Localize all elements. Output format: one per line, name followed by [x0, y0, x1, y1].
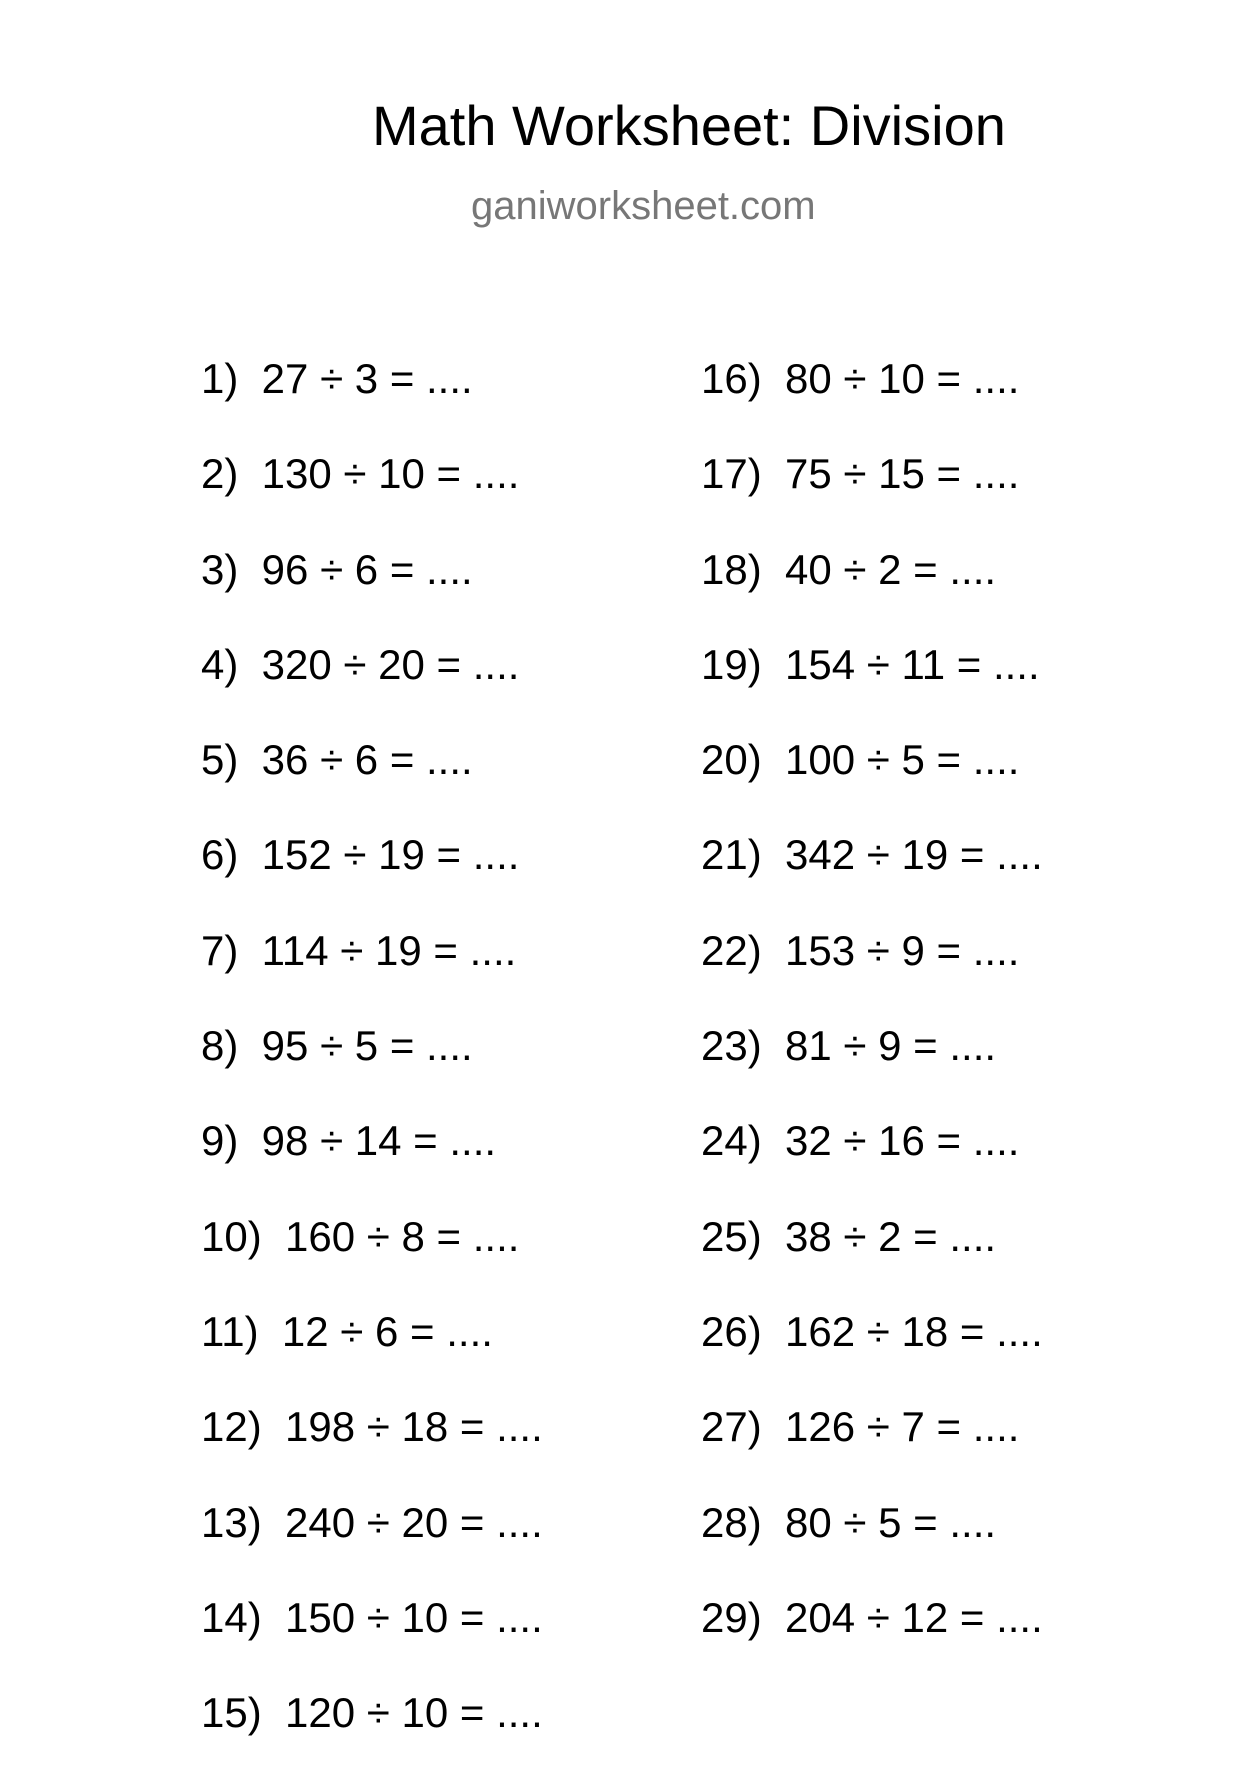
problem-15: 15) 120 ÷ 10 = ....: [201, 1689, 543, 1737]
problem-19: 19) 154 ÷ 11 = ....: [701, 640, 1040, 688]
problem-26: 26) 162 ÷ 18 = ....: [701, 1307, 1043, 1355]
problem-11: 11) 12 ÷ 6 = ....: [201, 1307, 493, 1355]
problem-27: 27) 126 ÷ 7 = ....: [701, 1403, 1020, 1451]
problem-6: 6) 152 ÷ 19 = ....: [201, 831, 520, 879]
problem-9: 9) 98 ÷ 14 = ....: [201, 1117, 497, 1165]
problem-10: 10) 160 ÷ 8 = ....: [201, 1212, 520, 1260]
problem-8: 8) 95 ÷ 5 = ....: [201, 1022, 473, 1070]
problem-12: 12) 198 ÷ 18 = ....: [201, 1403, 543, 1451]
worksheet-title: Math Worksheet: Division: [372, 94, 1006, 157]
problem-4: 4) 320 ÷ 20 = ....: [201, 640, 520, 688]
problem-28: 28) 80 ÷ 5 = ....: [701, 1498, 997, 1546]
problem-29: 29) 204 ÷ 12 = ....: [701, 1593, 1043, 1641]
worksheet-source: ganiworksheet.com: [471, 184, 816, 228]
problem-21: 21) 342 ÷ 19 = ....: [701, 831, 1043, 879]
problem-14: 14) 150 ÷ 10 = ....: [201, 1593, 543, 1641]
problem-23: 23) 81 ÷ 9 = ....: [701, 1022, 997, 1070]
problem-24: 24) 32 ÷ 16 = ....: [701, 1117, 1020, 1165]
problem-5: 5) 36 ÷ 6 = ....: [201, 736, 473, 784]
problems-column-right: [701, 355, 1043, 1692]
problem-25: 25) 38 ÷ 2 = ....: [701, 1212, 997, 1260]
problem-17: 17) 75 ÷ 15 = ....: [701, 450, 1020, 498]
problem-18: 18) 40 ÷ 2 = ....: [701, 545, 997, 593]
problem-7: 7) 114 ÷ 19 = ....: [201, 926, 517, 974]
problems-column-left: [201, 355, 543, 1787]
problem-20: 20) 100 ÷ 5 = ....: [701, 736, 1020, 784]
problem-16: 16) 80 ÷ 10 = ....: [701, 355, 1020, 402]
problem-2: 2) 130 ÷ 10 = ....: [201, 450, 520, 498]
problem-3: 3) 96 ÷ 6 = ....: [201, 545, 473, 593]
problem-1: 1) 27 ÷ 3 = ....: [201, 355, 473, 402]
problem-22: 22) 153 ÷ 9 = ....: [701, 926, 1020, 974]
problem-13: 13) 240 ÷ 20 = ....: [201, 1498, 543, 1546]
